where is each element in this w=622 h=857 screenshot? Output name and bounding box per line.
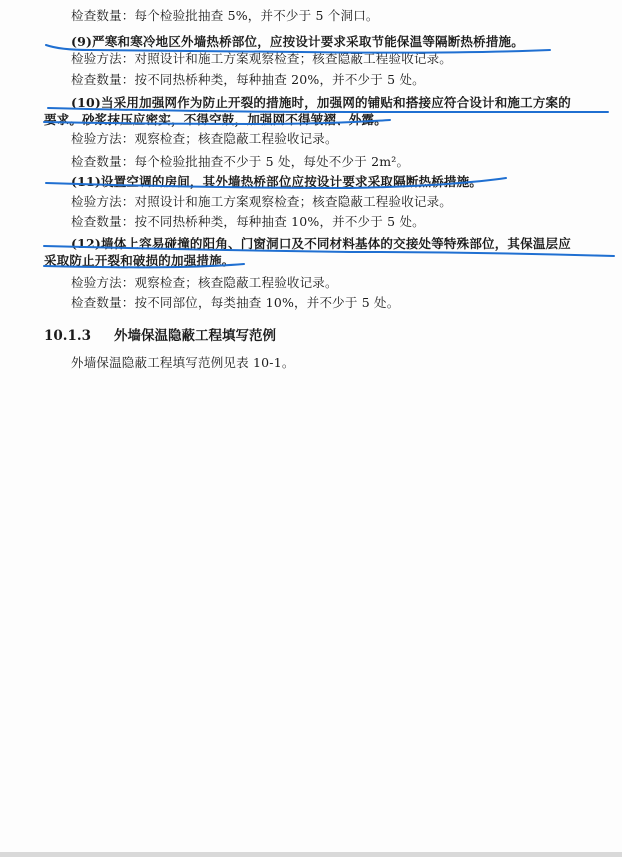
- text-line: 检查数量：每个检验批抽查不少于 5 处，每处不少于 2m²。: [71, 154, 410, 169]
- text-line: 检查数量：按不同热桥种类，每种抽查 10%，并不少于 5 处。: [71, 214, 425, 229]
- scan-bottom-edge: [0, 852, 622, 857]
- text-line: 检查数量：按不同部位，每类抽查 10%，并不少于 5 处。: [71, 295, 400, 310]
- closing-paragraph: 外墙保温隐蔽工程填写范例见表 10-1。: [71, 355, 295, 370]
- text-line: 要求。砂浆抹压应密实，不得空鼓，加强网不得皱褶、外露。: [44, 112, 387, 127]
- text-line: (12)墙体上容易碰撞的阳角、门窗洞口及不同材料基体的交接处等特殊部位，其保温层应: [71, 236, 571, 251]
- text-line: (10)当采用加强网作为防止开裂的措施时，加强网的铺贴和搭接应符合设计和施工方案的: [71, 95, 571, 110]
- text-line: 检验方法：对照设计和施工方案观察检查；核查隐蔽工程验收记录。: [71, 51, 453, 66]
- text-line: 检验方法：观察检查；核查隐蔽工程验收记录。: [71, 131, 338, 146]
- section-title: 外墙保温隐蔽工程填写范例: [114, 328, 276, 344]
- text-line: 检验方法：对照设计和施工方案观察检查；核查隐蔽工程验收记录。: [71, 194, 453, 209]
- text-line: 检验方法：观察检查；核查隐蔽工程验收记录。: [71, 275, 338, 290]
- section-heading: [44, 324, 276, 344]
- text-line: 检查数量：按不同热桥种类，每种抽查 20%，并不少于 5 处。: [71, 72, 425, 87]
- text-line: 采取防止开裂和破损的加强措施。: [44, 253, 235, 268]
- text-line: (9)严寒和寒冷地区外墙热桥部位，应按设计要求采取节能保温等隔断热桥措施。: [71, 34, 524, 49]
- text-line: (11)设置空调的房间，其外墙热桥部位应按设计要求采取隔断热桥措施。: [71, 174, 483, 189]
- text-line: 检查数量：每个检验批抽查 5%，并不少于 5 个洞口。: [71, 8, 379, 23]
- section-number: 10.1.3: [44, 328, 91, 344]
